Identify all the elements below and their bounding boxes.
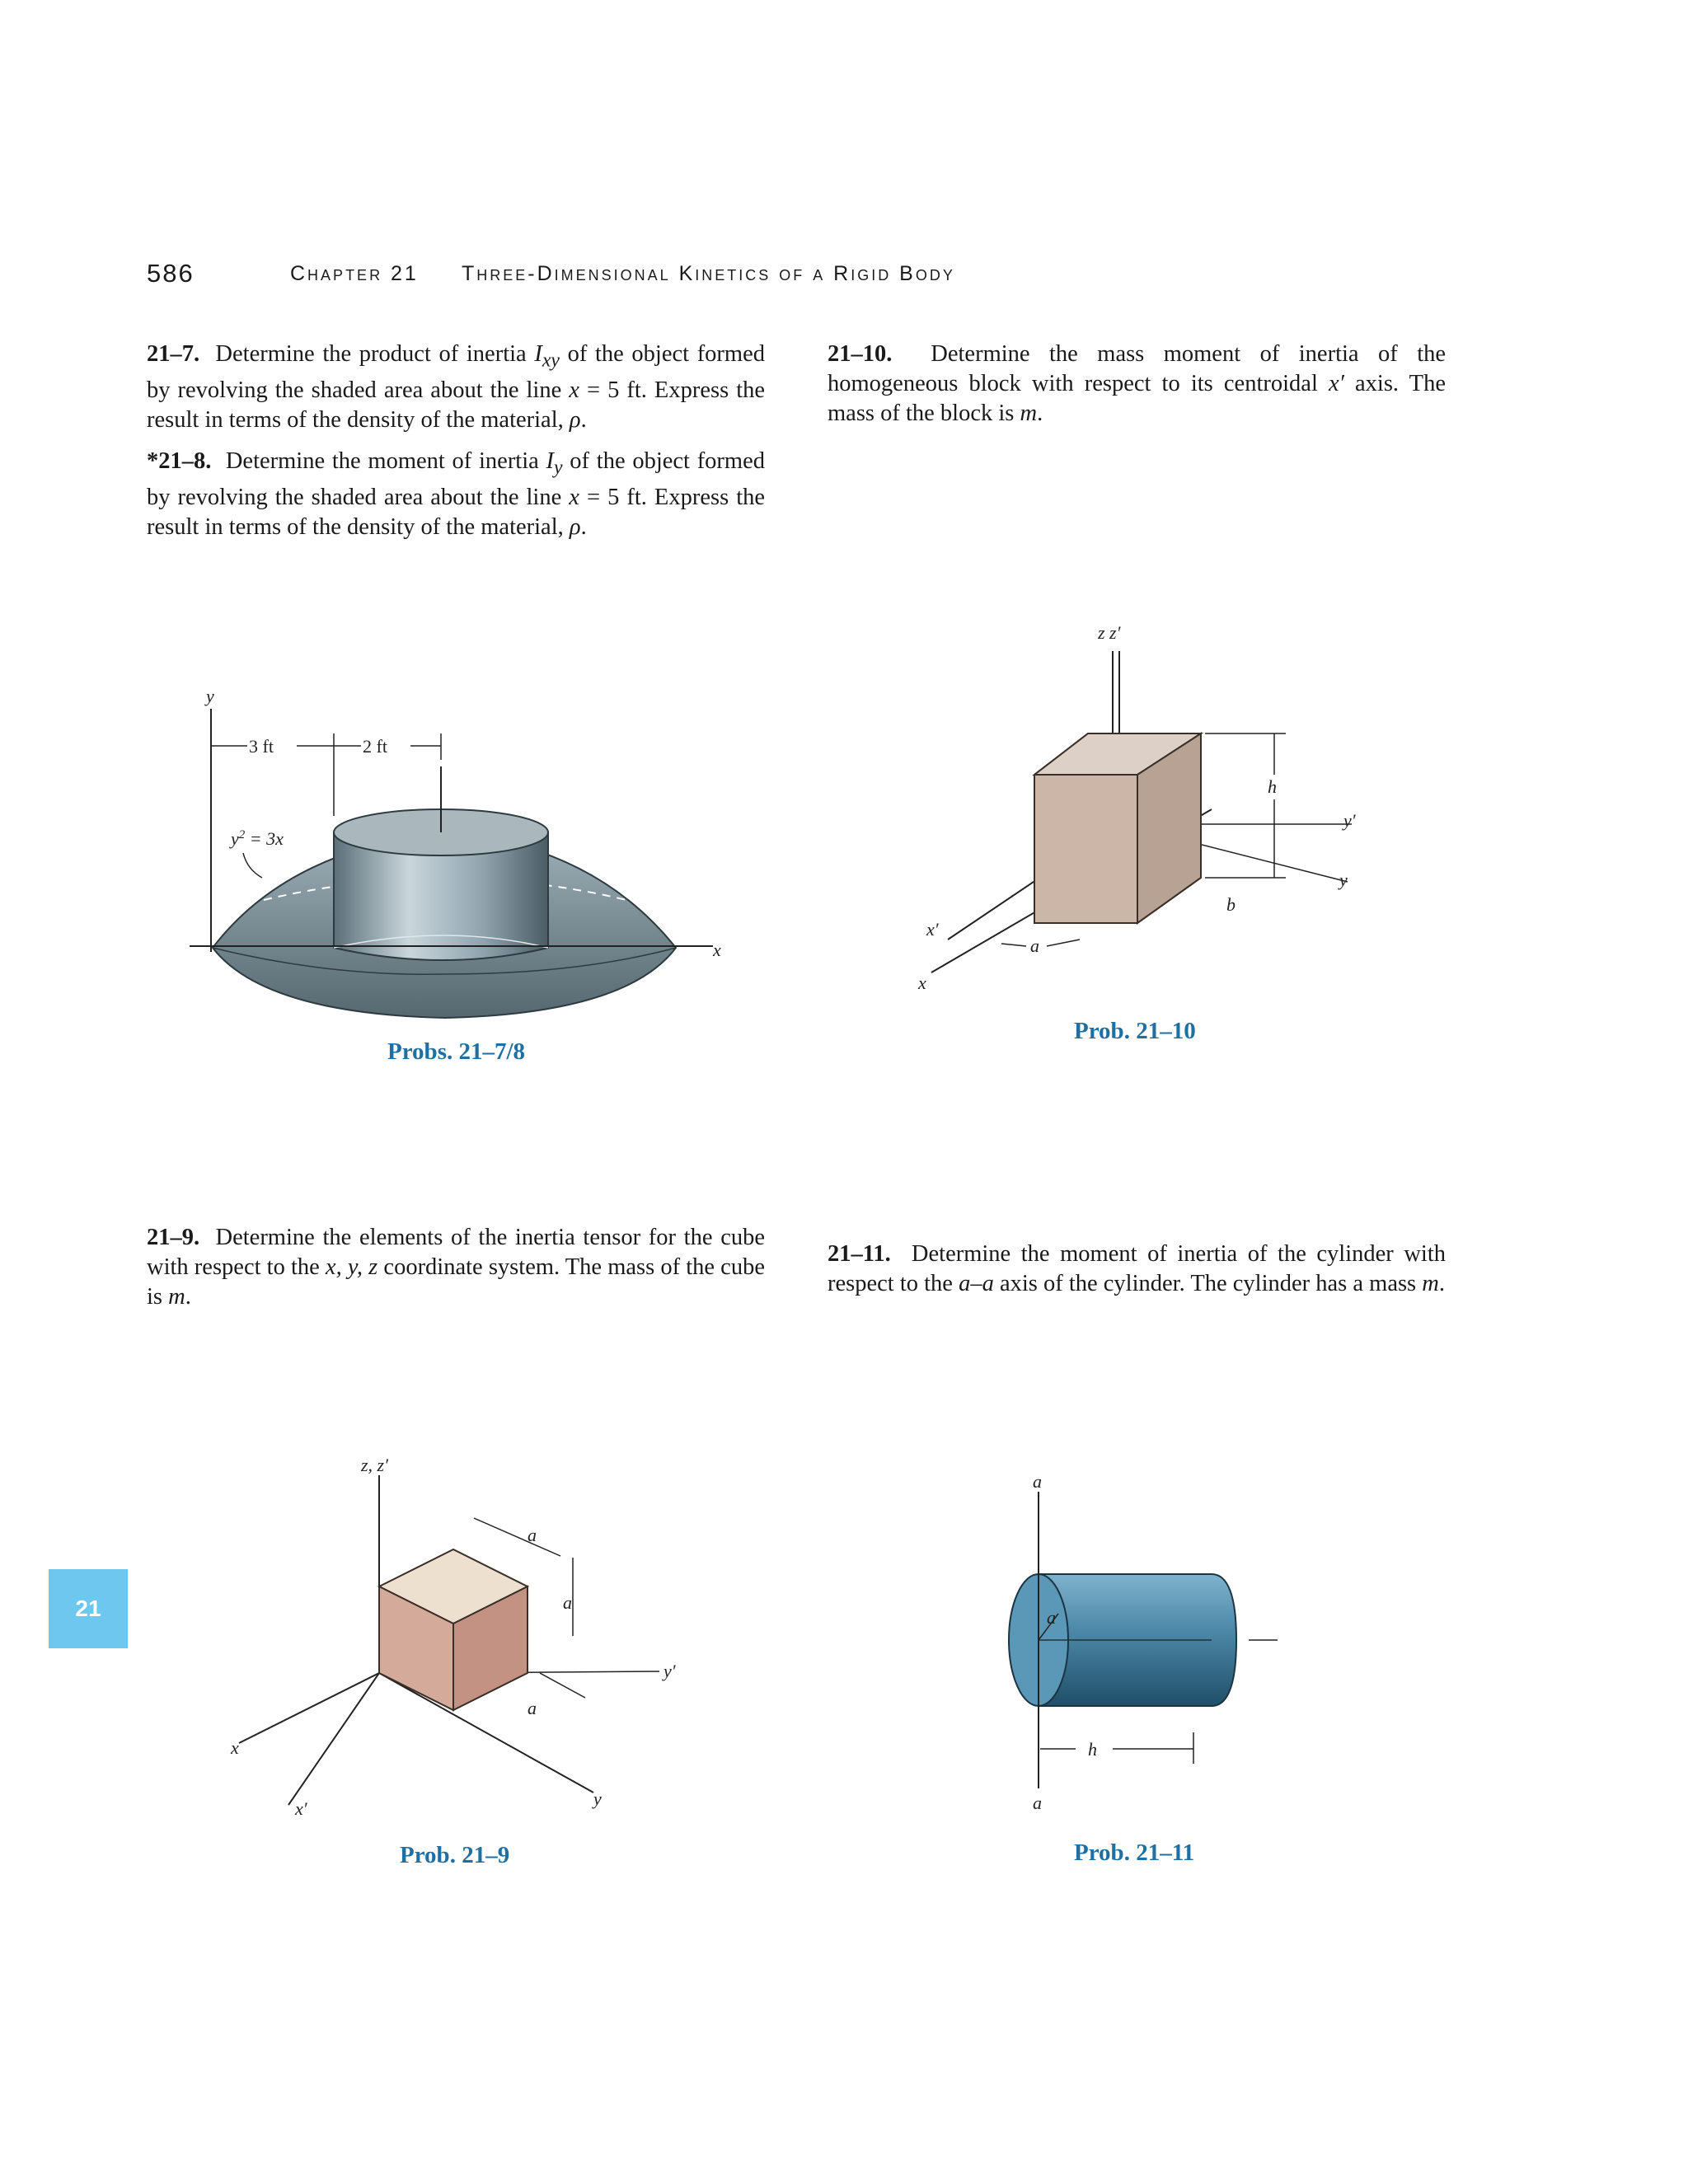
b-label: b	[1226, 894, 1236, 915]
x-label: x	[231, 1737, 239, 1758]
z-label: z z′	[1098, 622, 1121, 643]
problem-number: 21–11.	[828, 1241, 891, 1267]
figure-21-9	[223, 1455, 717, 1838]
page-header	[0, 259, 1688, 295]
a-label: a	[1030, 935, 1039, 956]
a-mid-label: a	[1047, 1607, 1056, 1628]
h-label: h	[1268, 776, 1277, 797]
y-axis-label: y	[206, 686, 214, 706]
problem-number: *21–8.	[147, 448, 212, 474]
figure-21-11	[973, 1471, 1319, 1821]
figure-caption-21-9: Prob. 21–9	[400, 1842, 510, 1868]
y-label: y	[1339, 869, 1348, 890]
figure-21-10	[907, 618, 1401, 1014]
problem-number: 21–7.	[147, 341, 200, 367]
x-axis-label: x	[713, 940, 721, 960]
problem-21-11: 21–11. Determine the moment of inertia of the cylinder with respect to the a–a axis of the cylinder. The cylinder has a mass m.	[828, 1241, 1446, 1296]
z-label: z, z′	[361, 1455, 388, 1475]
dim-3ft-label: 3 ft	[249, 736, 274, 757]
problem-21-7: 21–7. Determine the product of inertia $I_{xy}$ of the object formed by revolving the shaded area about the line x = 5 ft. Express the result in terms of the density of the material, ρ.	[147, 341, 766, 433]
x-label: x	[918, 972, 926, 993]
a-side-label: a	[563, 1592, 572, 1613]
x-prime-label: x′	[926, 919, 939, 940]
y-prime-label: y′	[663, 1661, 676, 1681]
chapter-title: Three-Dimensional Kinetics of a Rigid Body	[462, 262, 955, 285]
a-top-label: a	[528, 1525, 537, 1545]
curve-equation: $y^2 = 3x$	[231, 828, 284, 849]
problem-21-10: 21–10. Determine the mass moment of inertia of the homogeneous block with respect to its centroidal x′ axis. The mass of the block is m.	[828, 341, 1447, 426]
problem-number: 21–10.	[828, 341, 893, 367]
a-top-label: a	[1033, 1471, 1042, 1492]
dim-2ft-label: 2 ft	[363, 736, 387, 757]
chapter-side-tab: 21	[49, 1569, 128, 1648]
problem-21-9: 21–9. Determine the elements of the inertia tensor for the cube with respect to the x, y, z coordinate system. The mass of the cube is m.	[147, 1225, 765, 1310]
x-prime-label: x′	[295, 1798, 307, 1819]
page-number: 586	[147, 259, 195, 288]
y-prime-label: y′	[1343, 810, 1356, 831]
chapter-label: Chapter 21	[290, 262, 419, 285]
figure-caption-21-11: Prob. 21–11	[1074, 1840, 1195, 1866]
h-label: h	[1088, 1739, 1097, 1760]
figure-21-7-8	[165, 684, 758, 1030]
problem-number: 21–9.	[147, 1225, 200, 1250]
a-bottom-label: a	[1033, 1793, 1042, 1813]
a-bottom-label: a	[528, 1698, 537, 1718]
figure-caption-21-10: Prob. 21–10	[1074, 1018, 1196, 1044]
y-label: y	[593, 1788, 602, 1809]
problem-21-8: *21–8. Determine the moment of inertia $I_y$ of the object formed by revolving the shaded area about the line x = 5 ft. Express the result in terms of the density of the material, ρ.	[147, 448, 766, 540]
figure-caption-21-7-8: Probs. 21–7/8	[387, 1038, 526, 1065]
